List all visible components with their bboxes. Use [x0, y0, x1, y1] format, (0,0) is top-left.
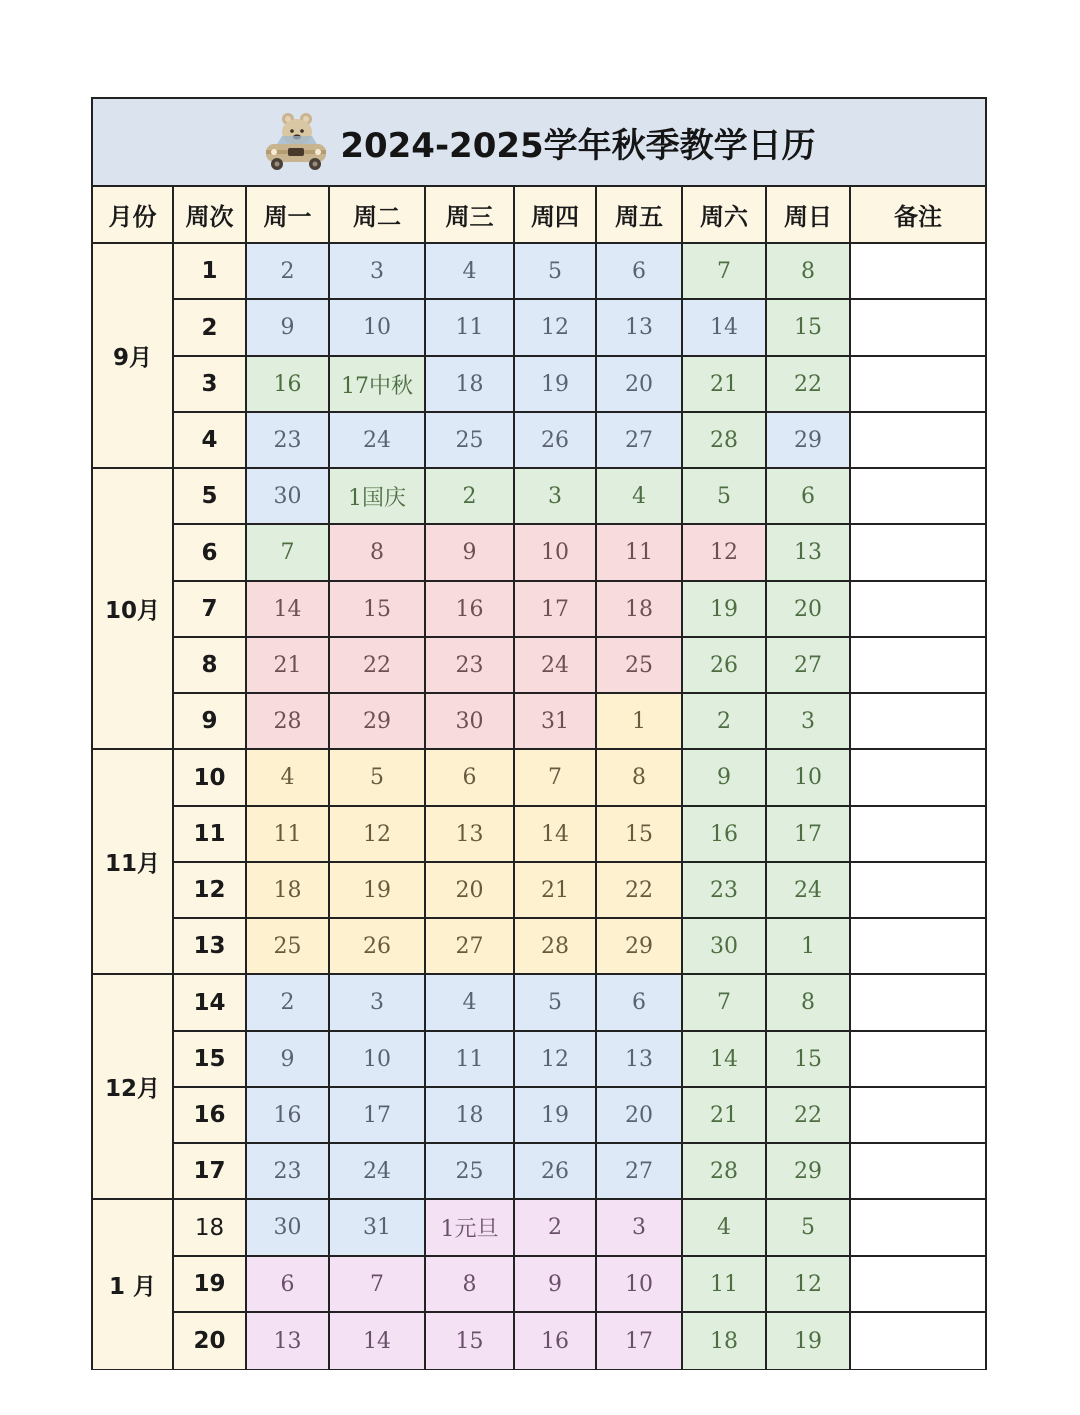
- day-cell-tue: 10: [330, 300, 426, 357]
- day-cell-thu: 24: [515, 638, 597, 694]
- day-cell-sun: 20: [767, 582, 851, 638]
- day-cell-fri: 27: [597, 413, 683, 469]
- day-cell-mon: 16: [247, 1088, 330, 1144]
- day-cell-sat: 14: [683, 1032, 767, 1088]
- day-cell-sun: 8: [767, 975, 851, 1032]
- note-cell: [851, 300, 985, 357]
- day-cell-thu: 17: [515, 582, 597, 638]
- day-cell-wed: 4: [426, 975, 515, 1032]
- day-cell-mon: 23: [247, 413, 330, 469]
- note-cell: [851, 919, 985, 975]
- day-cell-tue: 7: [330, 1257, 426, 1313]
- note-cell: [851, 975, 985, 1032]
- day-cell-sat: 21: [683, 357, 767, 413]
- day-cell-tue: 14: [330, 1313, 426, 1369]
- day-cell-sat: 28: [683, 1144, 767, 1200]
- month-cell: 11月: [93, 750, 174, 975]
- day-cell-mon: 2: [247, 244, 330, 300]
- day-cell-sun: 12: [767, 1257, 851, 1313]
- day-cell-sun: 5: [767, 1200, 851, 1257]
- day-cell-fri: 25: [597, 638, 683, 694]
- day-cell-tue: 1国庆: [330, 469, 426, 525]
- day-cell-wed: 11: [426, 300, 515, 357]
- day-cell-wed: 25: [426, 413, 515, 469]
- day-cell-sat: 21: [683, 1088, 767, 1144]
- day-cell-fri: 13: [597, 300, 683, 357]
- day-cell-tue: 5: [330, 750, 426, 807]
- day-cell-sat: 18: [683, 1313, 767, 1369]
- day-cell-thu: 16: [515, 1313, 597, 1369]
- day-cell-mon: 28: [247, 694, 330, 750]
- note-cell: [851, 469, 985, 525]
- week-number: 16: [174, 1088, 247, 1144]
- day-cell-mon: 9: [247, 300, 330, 357]
- day-cell-mon: 14: [247, 582, 330, 638]
- day-cell-fri: 1: [597, 694, 683, 750]
- day-cell-sat: 11: [683, 1257, 767, 1313]
- day-cell-sat: 12: [683, 525, 767, 582]
- day-cell-sun: 29: [767, 1144, 851, 1200]
- day-cell-mon: 11: [247, 807, 330, 863]
- day-cell-wed: 18: [426, 357, 515, 413]
- month-cell: 1 月: [93, 1200, 174, 1369]
- day-cell-tue: 3: [330, 975, 426, 1032]
- day-cell-fri: 13: [597, 1032, 683, 1088]
- day-cell-sun: 15: [767, 1032, 851, 1088]
- day-cell-mon: 7: [247, 525, 330, 582]
- week-number: 12: [174, 863, 247, 919]
- note-cell: [851, 1144, 985, 1200]
- day-cell-wed: 1元旦: [426, 1200, 515, 1257]
- day-cell-sat: 2: [683, 694, 767, 750]
- day-cell-tue: 3: [330, 244, 426, 300]
- day-cell-mon: 30: [247, 1200, 330, 1257]
- day-cell-fri: 18: [597, 582, 683, 638]
- day-cell-sat: 30: [683, 919, 767, 975]
- note-cell: [851, 750, 985, 807]
- week-number: 10: [174, 750, 247, 807]
- day-cell-sat: 28: [683, 413, 767, 469]
- day-cell-fri: 20: [597, 1088, 683, 1144]
- day-cell-fri: 6: [597, 244, 683, 300]
- day-cell-sat: 16: [683, 807, 767, 863]
- day-cell-sun: 1: [767, 919, 851, 975]
- day-cell-thu: 14: [515, 807, 597, 863]
- day-cell-tue: 8: [330, 525, 426, 582]
- day-cell-mon: 25: [247, 919, 330, 975]
- day-cell-fri: 11: [597, 525, 683, 582]
- day-cell-fri: 15: [597, 807, 683, 863]
- day-cell-wed: 8: [426, 1257, 515, 1313]
- day-cell-thu: 3: [515, 469, 597, 525]
- day-cell-mon: 18: [247, 863, 330, 919]
- week-number: 18: [174, 1200, 247, 1257]
- day-cell-tue: 26: [330, 919, 426, 975]
- day-cell-sun: 19: [767, 1313, 851, 1369]
- day-cell-sat: 19: [683, 582, 767, 638]
- day-cell-mon: 30: [247, 469, 330, 525]
- week-number: 2: [174, 300, 247, 357]
- day-cell-mon: 21: [247, 638, 330, 694]
- week-number: 19: [174, 1257, 247, 1313]
- day-cell-thu: 7: [515, 750, 597, 807]
- note-cell: [851, 807, 985, 863]
- header-wed: 周三: [426, 187, 515, 244]
- day-cell-thu: 12: [515, 1032, 597, 1088]
- day-cell-tue: 17中秋: [330, 357, 426, 413]
- header-note: 备注: [851, 187, 985, 244]
- header-mon: 周一: [247, 187, 330, 244]
- day-cell-mon: 13: [247, 1313, 330, 1369]
- header-week: 周次: [174, 187, 247, 244]
- day-cell-fri: 20: [597, 357, 683, 413]
- day-cell-wed: 25: [426, 1144, 515, 1200]
- day-cell-tue: 15: [330, 582, 426, 638]
- day-cell-fri: 10: [597, 1257, 683, 1313]
- day-cell-thu: 19: [515, 1088, 597, 1144]
- week-number: 6: [174, 525, 247, 582]
- day-cell-tue: 24: [330, 1144, 426, 1200]
- day-cell-wed: 13: [426, 807, 515, 863]
- week-number: 4: [174, 413, 247, 469]
- day-cell-sat: 7: [683, 244, 767, 300]
- week-number: 14: [174, 975, 247, 1032]
- week-number: 13: [174, 919, 247, 975]
- day-cell-thu: 28: [515, 919, 597, 975]
- day-cell-wed: 6: [426, 750, 515, 807]
- week-number: 15: [174, 1032, 247, 1088]
- note-cell: [851, 244, 985, 300]
- note-cell: [851, 1257, 985, 1313]
- day-cell-tue: 24: [330, 413, 426, 469]
- note-cell: [851, 582, 985, 638]
- day-cell-thu: 12: [515, 300, 597, 357]
- month-cell: 10月: [93, 469, 174, 750]
- day-cell-wed: 27: [426, 919, 515, 975]
- day-cell-wed: 23: [426, 638, 515, 694]
- note-cell: [851, 525, 985, 582]
- note-cell: [851, 413, 985, 469]
- day-cell-sat: 5: [683, 469, 767, 525]
- day-cell-tue: 31: [330, 1200, 426, 1257]
- note-cell: [851, 1088, 985, 1144]
- header-thu: 周四: [515, 187, 597, 244]
- week-number: 8: [174, 638, 247, 694]
- day-cell-thu: 9: [515, 1257, 597, 1313]
- day-cell-tue: 29: [330, 694, 426, 750]
- week-number: 9: [174, 694, 247, 750]
- day-cell-sun: 29: [767, 413, 851, 469]
- day-cell-wed: 11: [426, 1032, 515, 1088]
- header-fri: 周五: [597, 187, 683, 244]
- day-cell-fri: 3: [597, 1200, 683, 1257]
- note-cell: [851, 357, 985, 413]
- month-cell: 12月: [93, 975, 174, 1200]
- day-cell-wed: 16: [426, 582, 515, 638]
- week-number: 1: [174, 244, 247, 300]
- day-cell-tue: 19: [330, 863, 426, 919]
- day-cell-thu: 26: [515, 413, 597, 469]
- day-cell-mon: 9: [247, 1032, 330, 1088]
- day-cell-fri: 29: [597, 919, 683, 975]
- day-cell-thu: 21: [515, 863, 597, 919]
- day-cell-fri: 4: [597, 469, 683, 525]
- day-cell-sun: 3: [767, 694, 851, 750]
- header-month: 月份: [93, 187, 174, 244]
- month-cell: 9月: [93, 244, 174, 469]
- header-sun: 周日: [767, 187, 851, 244]
- week-number: 5: [174, 469, 247, 525]
- day-cell-sun: 22: [767, 1088, 851, 1144]
- day-cell-sun: 24: [767, 863, 851, 919]
- header-sat: 周六: [683, 187, 767, 244]
- note-cell: [851, 1313, 985, 1369]
- day-cell-fri: 22: [597, 863, 683, 919]
- day-cell-sun: 15: [767, 300, 851, 357]
- day-cell-sat: 26: [683, 638, 767, 694]
- teaching-calendar: [91, 97, 987, 1370]
- day-cell-fri: 6: [597, 975, 683, 1032]
- note-cell: [851, 1032, 985, 1088]
- day-cell-thu: 10: [515, 525, 597, 582]
- day-cell-mon: 16: [247, 357, 330, 413]
- day-cell-sat: 4: [683, 1200, 767, 1257]
- day-cell-thu: 31: [515, 694, 597, 750]
- note-cell: [851, 1200, 985, 1257]
- day-cell-wed: 4: [426, 244, 515, 300]
- day-cell-mon: 23: [247, 1144, 330, 1200]
- day-cell-thu: 5: [515, 975, 597, 1032]
- day-cell-fri: 27: [597, 1144, 683, 1200]
- day-cell-tue: 17: [330, 1088, 426, 1144]
- day-cell-fri: 17: [597, 1313, 683, 1369]
- day-cell-fri: 8: [597, 750, 683, 807]
- day-cell-tue: 10: [330, 1032, 426, 1088]
- week-number: 7: [174, 582, 247, 638]
- note-cell: [851, 638, 985, 694]
- day-cell-sat: 9: [683, 750, 767, 807]
- day-cell-sun: 6: [767, 469, 851, 525]
- day-cell-sun: 27: [767, 638, 851, 694]
- day-cell-wed: 9: [426, 525, 515, 582]
- day-cell-tue: 12: [330, 807, 426, 863]
- day-cell-thu: 19: [515, 357, 597, 413]
- week-number: 3: [174, 357, 247, 413]
- day-cell-sun: 22: [767, 357, 851, 413]
- day-cell-thu: 5: [515, 244, 597, 300]
- bear-car-icon: [262, 110, 330, 174]
- header-tue: 周二: [330, 187, 426, 244]
- day-cell-mon: 4: [247, 750, 330, 807]
- day-cell-sun: 13: [767, 525, 851, 582]
- day-cell-wed: 18: [426, 1088, 515, 1144]
- week-number: 17: [174, 1144, 247, 1200]
- title-bar: [93, 99, 985, 187]
- day-cell-wed: 20: [426, 863, 515, 919]
- day-cell-mon: 6: [247, 1257, 330, 1313]
- day-cell-wed: 2: [426, 469, 515, 525]
- week-number: 20: [174, 1313, 247, 1369]
- week-number: 11: [174, 807, 247, 863]
- page-title: 2024-2025学年秋季教学日历: [340, 125, 816, 166]
- day-cell-sat: 23: [683, 863, 767, 919]
- note-cell: [851, 863, 985, 919]
- day-cell-sun: 10: [767, 750, 851, 807]
- day-cell-sat: 14: [683, 300, 767, 357]
- day-cell-thu: 2: [515, 1200, 597, 1257]
- note-cell: [851, 694, 985, 750]
- day-cell-wed: 15: [426, 1313, 515, 1369]
- day-cell-sun: 8: [767, 244, 851, 300]
- day-cell-sun: 17: [767, 807, 851, 863]
- day-cell-mon: 2: [247, 975, 330, 1032]
- day-cell-wed: 30: [426, 694, 515, 750]
- day-cell-sat: 7: [683, 975, 767, 1032]
- day-cell-tue: 22: [330, 638, 426, 694]
- day-cell-thu: 26: [515, 1144, 597, 1200]
